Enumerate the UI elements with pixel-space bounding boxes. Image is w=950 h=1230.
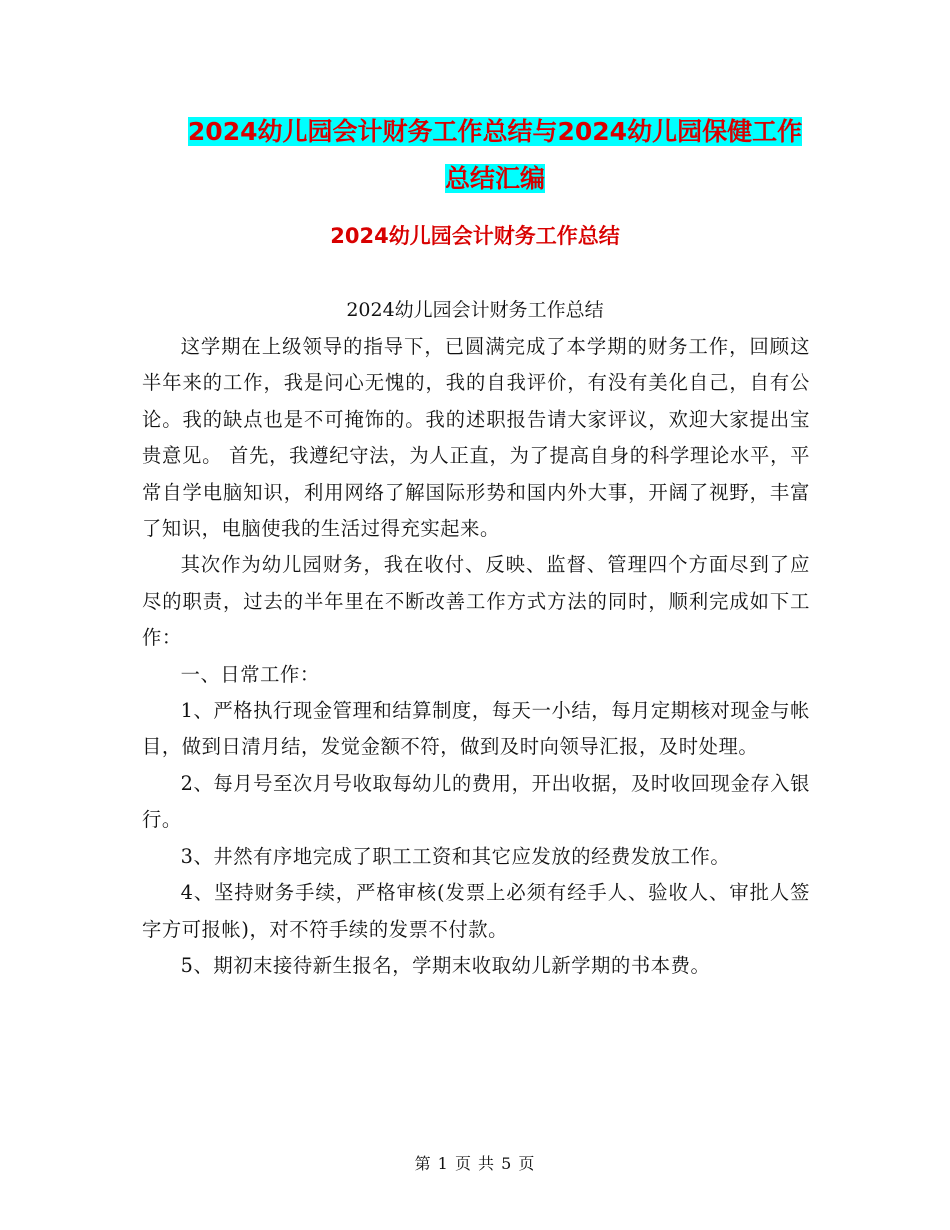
paragraph: 这学期在上级领导的指导下，已圆满完成了本学期的财务工作，回顾这半年来的工作，我是问心无愧的，我的自我评价，有没有美化自己，自有公论。我的缺点也是不可掩饰的。我的述职报告请大家评议，欢迎大家提出宝贵意见。 首先，我遵纪守法，为人正直，为了提高自身的科学理论水平，平常自学电脑知识，利用网络了解国际形势和国内外大事，开阔了视野，丰富了知识，电脑使我的生活过得充实起来。 [142,335,810,541]
paragraph: 一、日常工作： [180,662,320,686]
paragraph: 5、期初末接待新生报名，学期末收取幼儿新学期的书本费。 [180,953,711,977]
section-title: 2024幼儿园会计财务工作总结 [330,224,620,248]
paragraph: 4、坚持财务手续，严格审核(发票上必须有经手人、验收人、审批人签字方可报帐)，对不符手续的发票不付款。 [142,881,810,941]
document-body [142,329,810,984]
document-title [140,108,850,202]
paragraph: 2、每月号至次月号收取每幼儿的费用，开出收据，及时收回现金存入银行。 [142,771,810,832]
paragraph: 3、井然有序地完成了职工工资和其它应发放的经费发放工作。 [180,844,731,868]
paragraph: 其次作为幼儿园财务，我在收付、反映、监督、管理四个方面尽到了应尽的职责，过去的半年里在不断改善工作方式方法的同时，顺利完成如下工作： [142,553,810,650]
document-title-line-1: 2024幼儿园会计财务工作总结与2024幼儿园保健工作 [187,117,803,146]
paragraph: 1、严格执行现金管理和结算制度，每天一小结，每月定期核对现金与帐目，做到日清月结，发觉金额不符，做到及时向领导汇报，及时处理。 [142,699,810,759]
section-subtitle: 2024幼儿园会计财务工作总结 [346,299,604,321]
document-title-line-2: 总结汇编 [444,164,545,193]
page-number-footer: 第 1 页 共 5 页 [414,1154,536,1173]
